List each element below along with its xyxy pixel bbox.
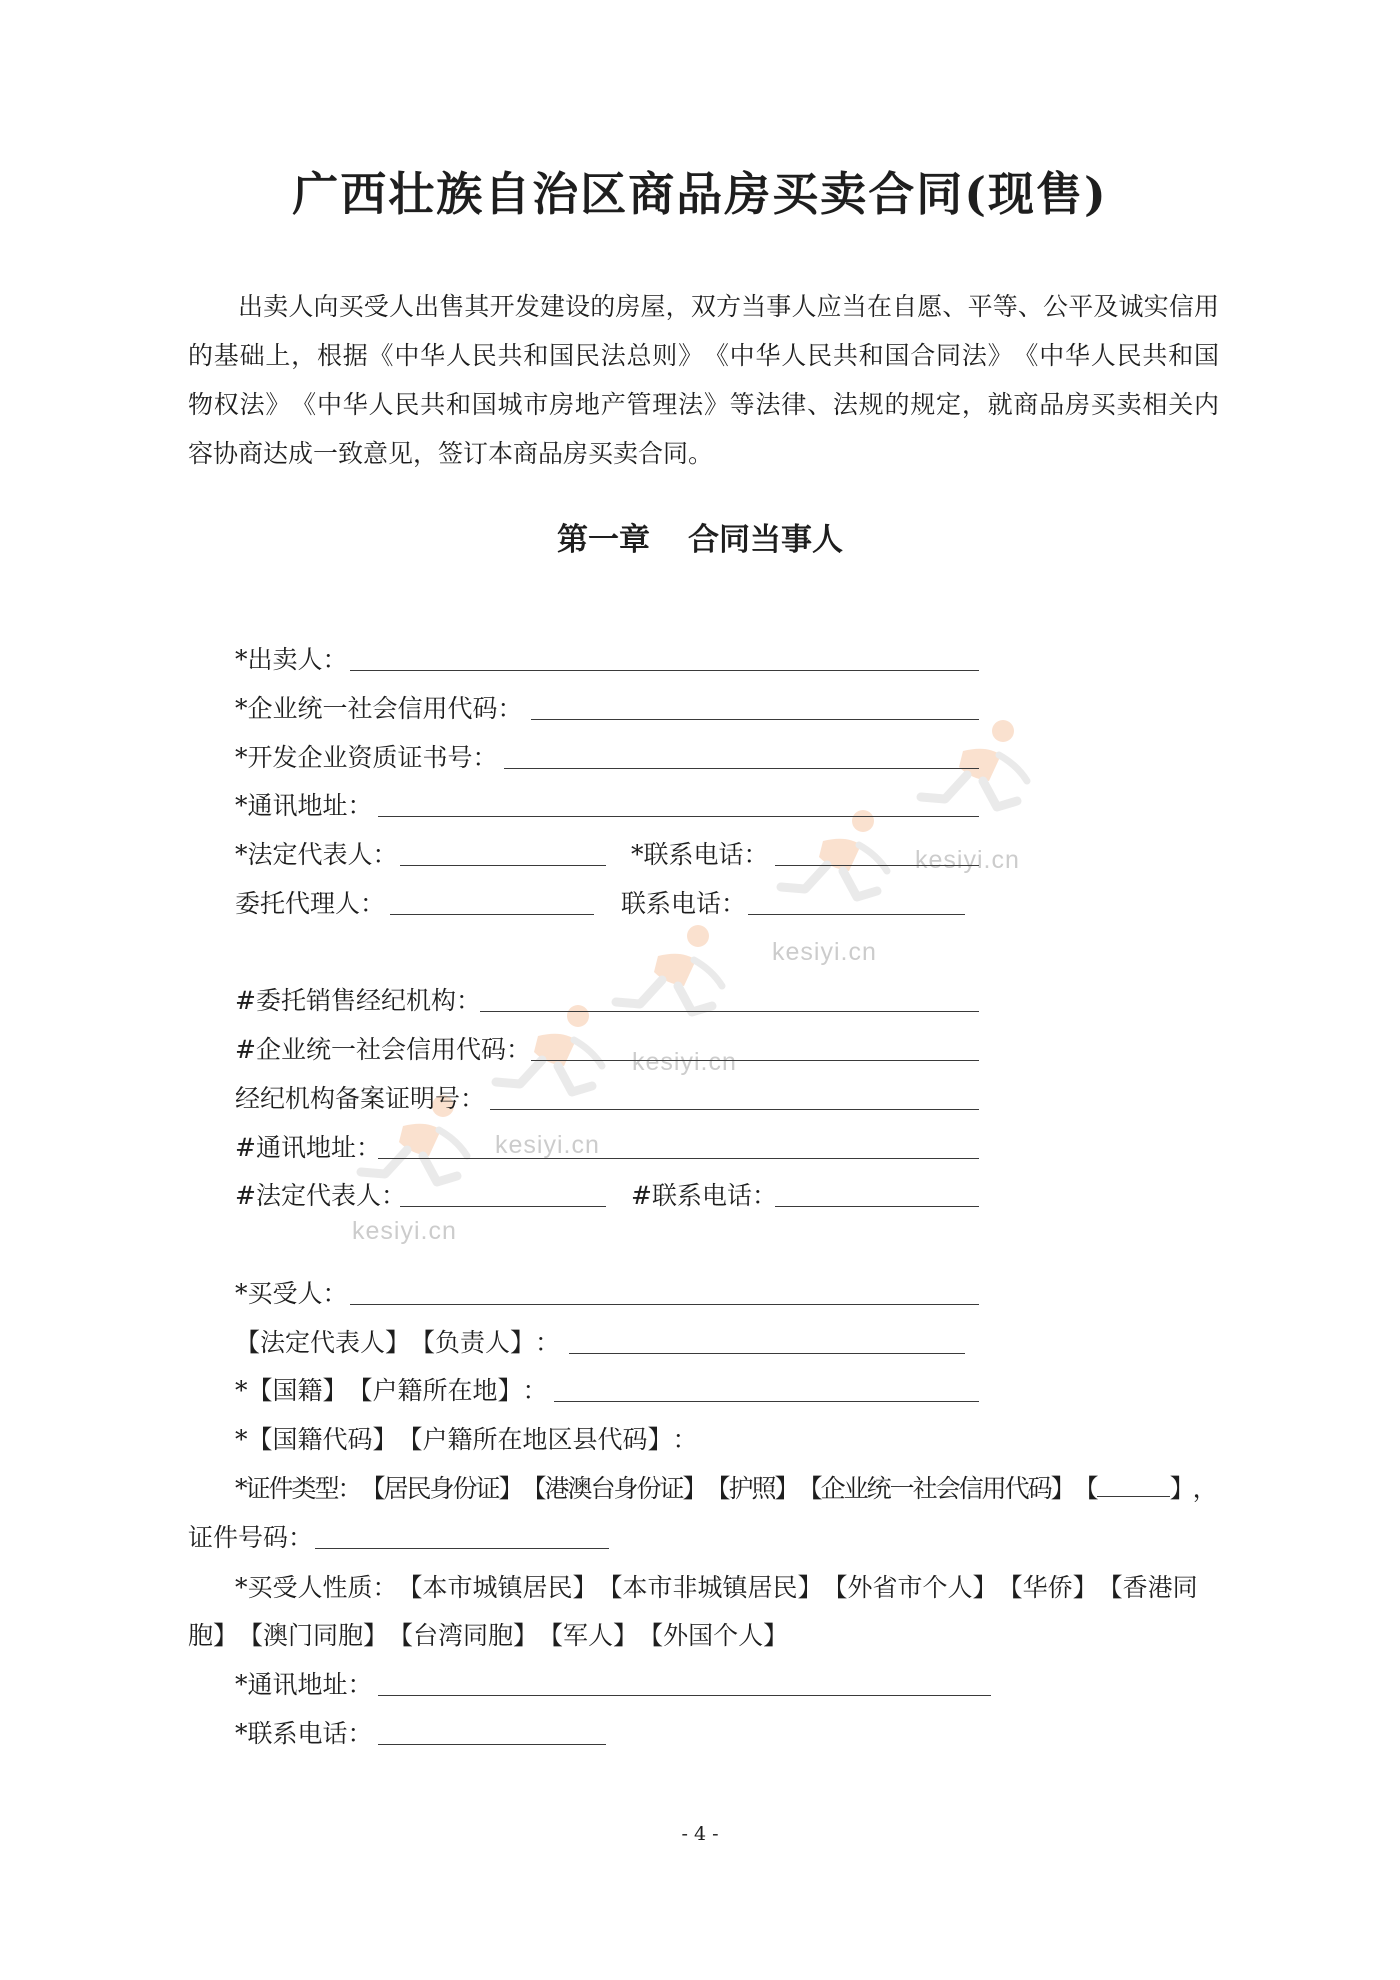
intro-line: 出卖人向买受人出售其开发建设的房屋，双方当事人应当在自愿、平等、公平及诚实信用 <box>238 292 1219 321</box>
seller-credit-code-blank <box>531 719 979 720</box>
buyer-nature-option: 【香港同胞】 <box>188 1573 1198 1650</box>
chapter-heading <box>0 520 1400 560</box>
broker-legal-rep-label: #法定代表人： <box>235 1181 406 1210</box>
id-type-other-close: 】， <box>1169 1474 1216 1503</box>
buyer-phone-blank <box>378 1744 606 1745</box>
buyer-nature-option: 【外省市个人】 <box>822 1573 998 1602</box>
id-type-other-blank <box>1097 1476 1170 1497</box>
buyer-phone-row <box>0 1719 1400 1749</box>
broker-filing-row <box>0 1084 1400 1114</box>
seller-name-row <box>0 645 1400 675</box>
buyer-id-type-line <box>235 1474 1216 1504</box>
watermark-text: kesiyi.cn <box>772 938 877 966</box>
buyer-nature-option: 【本市城镇居民】 <box>397 1573 598 1602</box>
broker-name-row <box>0 986 1400 1016</box>
buyer-nature-option: 【华侨】 <box>997 1573 1098 1602</box>
broker-filing-label: 经纪机构备案证明号： <box>235 1084 486 1113</box>
intro-line: 容协商达成一致意见，签订本商品房买卖合同。 <box>188 439 714 468</box>
seller-agent-phone-blank <box>748 914 965 915</box>
id-type-label: *证件类型： <box>235 1474 361 1503</box>
chapter-number: 第一章 <box>557 522 650 558</box>
seller-agent-blank <box>390 914 594 915</box>
buyer-nature-paragraph <box>188 1564 1219 1660</box>
buyer-nature-option: 【澳门同胞】 <box>238 1621 389 1650</box>
broker-legal-rep-phone-label: #联系电话： <box>631 1181 777 1210</box>
id-type-other-open: 【 <box>1073 1474 1097 1503</box>
buyer-address-blank <box>378 1695 991 1696</box>
broker-name-label: #委托销售经纪机构： <box>235 986 481 1015</box>
watermark-text: kesiyi.cn <box>352 1217 457 1245</box>
id-type-option: 【企业统一社会信用代码】 <box>797 1474 1074 1503</box>
seller-address-row <box>0 791 1400 821</box>
broker-address-row <box>0 1133 1400 1163</box>
buyer-nature-option: 【外国个人】 <box>638 1621 789 1650</box>
buyer-id-number-label: 证件号码： <box>188 1523 314 1552</box>
broker-address-label: #通讯地址： <box>235 1133 381 1162</box>
seller-name-label: *出卖人： <box>235 645 348 674</box>
intro-line: 的基础上，根据《中华人民共和国民法总则》《中华人民共和国合同法》《中华人民共和国 <box>188 341 1219 370</box>
buyer-name-blank <box>350 1304 979 1305</box>
seller-qualification-row <box>0 743 1400 773</box>
broker-address-blank <box>378 1158 979 1159</box>
seller-legal-rep-label: *法定代表人： <box>235 840 398 869</box>
seller-credit-code-row <box>0 694 1400 724</box>
buyer-nature-option: 【台湾同胞】 <box>388 1621 539 1650</box>
watermark-text: kesiyi.cn <box>632 1048 737 1076</box>
intro-paragraph <box>188 282 1219 478</box>
seller-legal-rep-phone-blank <box>775 865 979 866</box>
seller-qualification-blank <box>504 768 979 769</box>
buyer-name-row <box>0 1279 1400 1309</box>
buyer-nationality-code-row <box>0 1425 1400 1455</box>
seller-agent-row <box>0 889 1400 919</box>
buyer-id-number-row <box>0 1523 1400 1553</box>
buyer-nationality-code-label: *【国籍代码】【户籍所在地区县代码】： <box>235 1425 698 1454</box>
broker-filing-blank <box>490 1109 979 1110</box>
seller-credit-code-label: *企业统一社会信用代码： <box>235 694 523 723</box>
seller-legal-rep-phone-label: *联系电话： <box>631 840 769 869</box>
buyer-nationality-label: *【国籍】【户籍所在地】： <box>235 1376 548 1405</box>
broker-legal-rep-blank <box>400 1206 606 1207</box>
broker-credit-code-blank <box>531 1060 979 1061</box>
id-type-option: 【居民身份证】 <box>360 1474 522 1503</box>
watermark-text: kesiyi.cn <box>495 1131 600 1159</box>
buyer-nature-option: 【本市非城镇居民】 <box>597 1573 823 1602</box>
buyer-phone-label: *联系电话： <box>235 1719 373 1748</box>
broker-credit-code-label: #企业统一社会信用代码： <box>235 1035 531 1064</box>
buyer-nature-option: 【军人】 <box>538 1621 639 1650</box>
broker-legal-rep-row <box>0 1181 1400 1211</box>
seller-name-blank <box>350 670 979 671</box>
buyer-representative-blank <box>569 1353 965 1354</box>
seller-address-label: *通讯地址： <box>235 791 373 820</box>
buyer-nature-label: *买受人性质： <box>235 1573 398 1602</box>
buyer-representative-label: 【法定代表人】【负责人】： <box>235 1328 561 1357</box>
buyer-representative-row <box>0 1328 1400 1358</box>
buyer-address-row <box>0 1670 1400 1700</box>
broker-legal-rep-phone-blank <box>775 1206 979 1207</box>
intro-line: 物权法》《中华人民共和国城市房地产管理法》等法律、法规的规定，就商品房买卖相关内 <box>188 390 1219 419</box>
chapter-title: 合同当事人 <box>688 522 843 558</box>
seller-address-blank <box>378 816 979 817</box>
id-type-option: 【港澳台身份证】 <box>521 1474 706 1503</box>
seller-legal-rep-blank <box>400 865 606 866</box>
buyer-name-label: *买受人： <box>235 1279 348 1308</box>
broker-credit-code-row <box>0 1035 1400 1065</box>
buyer-address-label: *通讯地址： <box>235 1670 373 1699</box>
seller-legal-rep-row <box>0 840 1400 870</box>
buyer-nationality-row <box>0 1376 1400 1406</box>
page-number: - 4 - <box>681 1823 719 1845</box>
seller-agent-phone-label: 联系电话： <box>621 889 747 918</box>
buyer-nationality-blank <box>554 1401 979 1402</box>
document-title: 广西壮族自治区商品房买卖合同(现售) <box>292 167 1108 221</box>
buyer-id-number-blank <box>315 1548 609 1549</box>
broker-name-blank <box>480 1011 979 1012</box>
watermark-text: kesiyi.cn <box>915 846 1020 874</box>
seller-agent-label: 委托代理人： <box>235 889 386 918</box>
seller-qualification-label: *开发企业资质证书号： <box>235 743 498 772</box>
id-type-option: 【护照】 <box>705 1474 798 1503</box>
